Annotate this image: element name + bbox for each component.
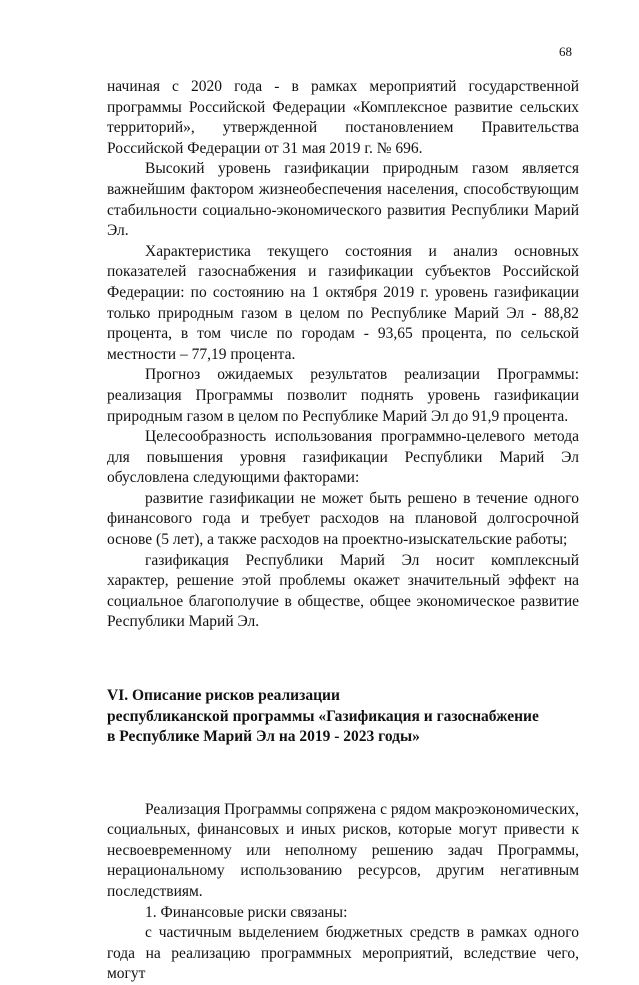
paragraph-program-method: Целесообразность использования программно-целевого метода для повышения уровня газификации Республики Марий Эл обусловлена следующими факторами:	[107, 428, 579, 487]
paragraph-forecast: Прогноз ожидаемых результатов реализации Программы: реализация Программы позволит поднять уровень газификации природным газом в целом по Республике Марий Эл до 91,9 процента.	[107, 366, 579, 425]
page-number: 68	[559, 44, 572, 59]
section-heading-line-1: VI. Описание рисков реализации	[107, 687, 340, 705]
list-item-factor-1: развитие газификации не может быть решено в течение одного финансового года и требует расходов на плановой долгосрочной основе (5 лет), а также расходов на проектно-изыскательские работы;	[107, 489, 579, 549]
paragraph-gazification-level: Высокий уровень газификации природным газом является важнейшим фактором жизнеобеспечения населения, способствующим стабильности социально-экономического развития Республики Марий Эл.	[107, 160, 579, 240]
paragraph-gazification-program: начиная с 2020 года - в рамках мероприятий государственной программы Российской Федерации «Комплексное развитие сельских территорий», утвержденной постановлением Правительства Российской Федерации от 31 мая 2019 г. № 696.	[107, 78, 579, 157]
paragraph-current-state: Характеристика текущего состояния и анализ основных показателей газоснабжения и газификации субъектов Российской Федерации: по состоянию на 1 октября 2019 г. уровень газификации только природным газом в целом по Республике Марий Эл - 88,82 процента, в том числе по городам - 93,65 процента, по сельской местности – 77,19 процента.	[107, 242, 579, 363]
section-heading-line-2: республиканской программы «Газификация и газоснабжение	[107, 707, 539, 725]
paragraph-partial-funding: с частичным выделением бюджетных средств в рамках одного года на реализацию программных мероприятий, вследствие чего, могут	[107, 924, 579, 983]
paragraph-risks-intro: Реализация Программы сопряжена с рядом макроэкономических, социальных, финансовых и иных рисков, которые могут привести к несвоевременному или неполному решению задач Программы, нерациональному использованию ресурсов, другим негативным последствиям.	[107, 800, 579, 900]
document-body	[107, 77, 579, 985]
paragraph-financial-risks: 1. Финансовые риски связаны:	[145, 903, 348, 921]
section-heading	[107, 686, 579, 748]
list-item-factor-2: газификация Республики Марий Эл носит комплексный характер, решение этой проблемы окажет значительный эффект на социальное благополучие в обществе, общее экономическое развитие Республики Марий Эл.	[107, 551, 579, 631]
section-heading-line-3: в Республике Марий Эл на 2019 - 2023 годы»	[107, 728, 420, 746]
